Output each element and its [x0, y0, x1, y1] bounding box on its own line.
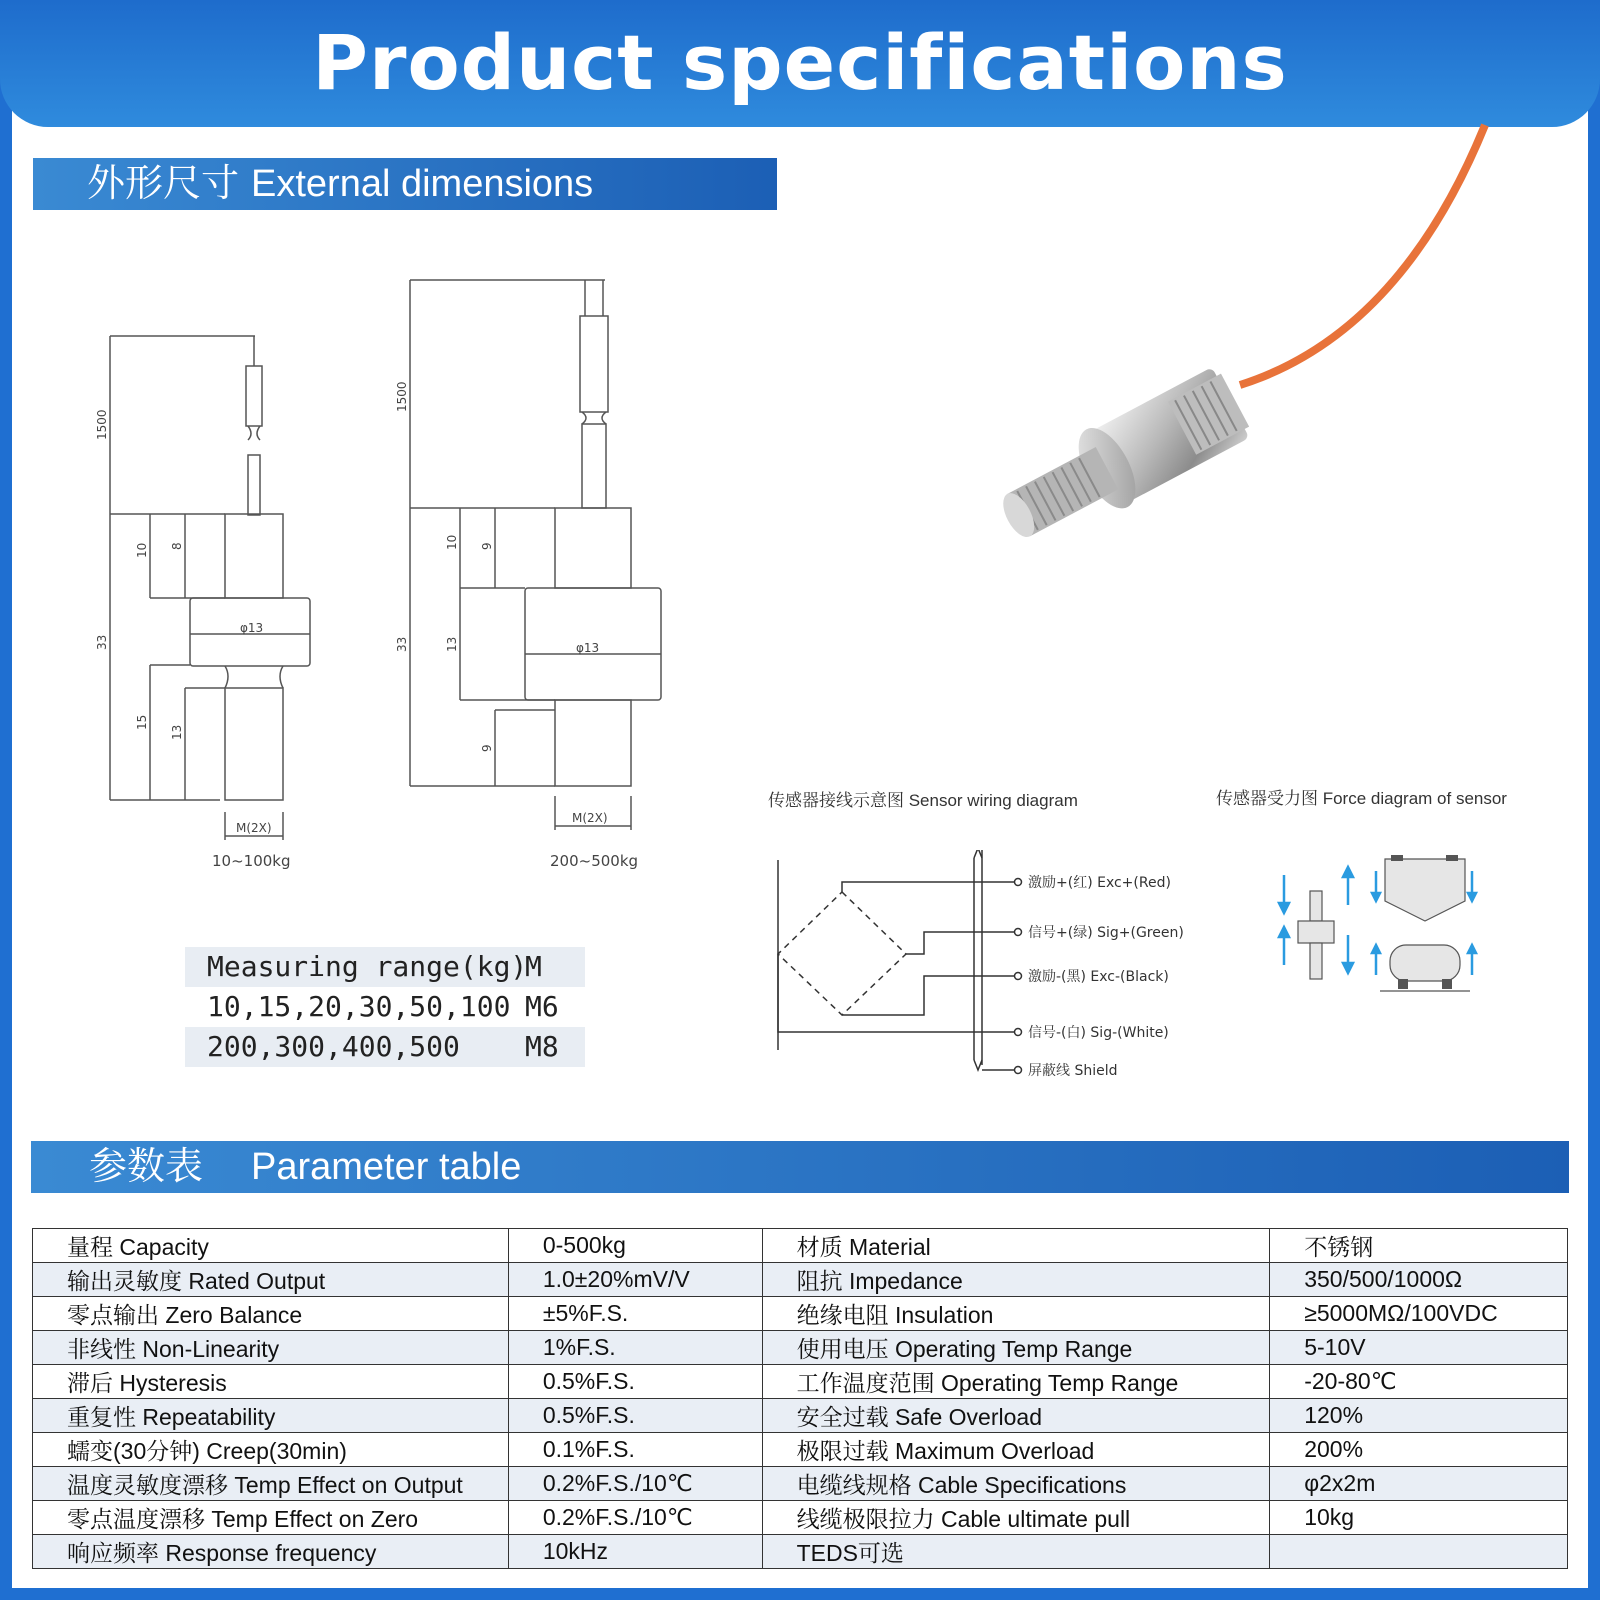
- param-value: ≥5000MΩ/100VDC: [1270, 1297, 1568, 1331]
- right-caption: 200~500kg: [550, 852, 639, 870]
- drawing-right: [410, 280, 661, 830]
- param-name: 线缆极限拉力 Cable ultimate pull: [762, 1501, 1270, 1535]
- left-dim-cable: 1500: [95, 409, 109, 440]
- left-dim-b: 8: [170, 542, 184, 550]
- param-name: 安全过载 Safe Overload: [762, 1399, 1270, 1433]
- param-value: ±5%F.S.: [508, 1297, 762, 1331]
- wire-label-sig-plus: 信号+(绿) Sig+(Green): [1028, 925, 1184, 941]
- param-value: 5-10V: [1270, 1331, 1568, 1365]
- right-dim-cable: 1500: [395, 381, 409, 412]
- range-header-range: Measuring range(kg): [207, 950, 528, 983]
- param-name: 工作温度范围 Operating Temp Range: [762, 1365, 1270, 1399]
- wiring-diagram: [770, 850, 1200, 1090]
- right-dim-c: 13: [445, 636, 459, 652]
- param-name: 输出灵敏度 Rated Output: [33, 1263, 509, 1297]
- page-title: Product specifications: [312, 18, 1288, 107]
- param-name: 阻抗 Impedance: [762, 1263, 1270, 1297]
- dimensions-section-en: External dimensions: [251, 163, 594, 205]
- param-value: φ2x2m: [1270, 1467, 1568, 1501]
- dimension-drawing: [70, 240, 710, 900]
- left-dim-d: 13: [170, 724, 184, 740]
- table-row: [33, 1433, 1568, 1467]
- parameter-section-en: Parameter table: [251, 1146, 522, 1188]
- wire-label-sig-minus: 信号-(白) Sig-(White): [1028, 1025, 1169, 1041]
- param-value: 1.0±20%mV/V: [508, 1263, 762, 1297]
- param-name: TEDS可选: [762, 1535, 1270, 1569]
- param-value: 0-500kg: [508, 1229, 762, 1263]
- dimensions-section-bar: [33, 158, 777, 210]
- range-thread: M6: [525, 990, 559, 1023]
- param-name: 非线性 Non-Linearity: [33, 1331, 509, 1365]
- range-row: [185, 1027, 585, 1067]
- right-diameter: φ13: [576, 641, 600, 655]
- param-name: 电缆线规格 Cable Specifications: [762, 1467, 1270, 1501]
- param-name: 零点温度漂移 Temp Effect on Zero: [33, 1501, 509, 1535]
- force-diagram: [1270, 855, 1490, 1015]
- param-value: 0.2%F.S./10℃: [508, 1501, 762, 1535]
- left-caption: 10~100kg: [212, 852, 291, 870]
- param-value: 1%F.S.: [508, 1331, 762, 1365]
- param-value: 0.2%F.S./10℃: [508, 1467, 762, 1501]
- title-banner: [0, 0, 1600, 127]
- param-value: 10kg: [1270, 1501, 1568, 1535]
- param-value: 120%: [1270, 1399, 1568, 1433]
- parameter-section-bar: [31, 1141, 1569, 1193]
- range-thread: M8: [525, 1030, 559, 1063]
- param-name: 响应频率 Response frequency: [33, 1535, 509, 1569]
- table-row: [33, 1467, 1568, 1501]
- wire-label-exc-minus: 激励-(黑) Exc-(Black): [1028, 969, 1169, 985]
- table-row: [33, 1229, 1568, 1263]
- wire-label-exc-plus: 激励+(红) Exc+(Red): [1028, 875, 1171, 891]
- range-header-row: [185, 947, 585, 987]
- param-name: 绝缘电阻 Insulation: [762, 1297, 1270, 1331]
- table-row: [33, 1331, 1568, 1365]
- wire-label-shield: 屏蔽线 Shield: [1028, 1063, 1118, 1079]
- left-thread: M(2X): [236, 821, 272, 835]
- param-value: 0.5%F.S.: [508, 1399, 762, 1433]
- dimensions-section-zh: 外形尺寸: [87, 163, 240, 205]
- range-values: 200,300,400,500: [207, 1030, 460, 1063]
- frame-bottom-border: [0, 1588, 1600, 1600]
- table-row: [33, 1263, 1568, 1297]
- parameter-table: [32, 1228, 1568, 1569]
- param-value: 350/500/1000Ω: [1270, 1263, 1568, 1297]
- param-name: 零点输出 Zero Balance: [33, 1297, 509, 1331]
- measuring-range-table: [185, 947, 585, 1067]
- param-value: [1270, 1535, 1568, 1569]
- table-row: [33, 1535, 1568, 1569]
- left-dim-a: 10: [135, 542, 149, 558]
- right-dim-b: 9: [480, 542, 494, 550]
- table-row: [33, 1399, 1568, 1433]
- force-diagram-title: 传感器受力图 Force diagram of sensor: [1216, 789, 1507, 808]
- right-dim-total: 33: [395, 636, 409, 652]
- drawing-left: [110, 336, 310, 840]
- param-name: 重复性 Repeatability: [33, 1399, 509, 1433]
- product-photo: [960, 120, 1600, 620]
- param-name: 蠕变(30分钟) Creep(30min): [33, 1433, 509, 1467]
- param-name: 量程 Capacity: [33, 1229, 509, 1263]
- table-row: [33, 1297, 1568, 1331]
- table-row: [33, 1501, 1568, 1535]
- left-dim-c: 15: [135, 714, 149, 730]
- table-row: [33, 1365, 1568, 1399]
- range-header-m: M: [525, 950, 542, 983]
- left-dim-total: 33: [95, 634, 109, 650]
- right-dim-a: 10: [445, 534, 459, 550]
- param-value: -20-80℃: [1270, 1365, 1568, 1399]
- param-name: 使用电压 Operating Temp Range: [762, 1331, 1270, 1365]
- param-name: 温度灵敏度漂移 Temp Effect on Output: [33, 1467, 509, 1501]
- param-value: 10kHz: [508, 1535, 762, 1569]
- parameter-section-zh: 参数表: [89, 1146, 204, 1188]
- range-row: [185, 987, 585, 1027]
- param-value: 0.5%F.S.: [508, 1365, 762, 1399]
- param-name: 材质 Material: [762, 1229, 1270, 1263]
- left-diameter: φ13: [240, 621, 264, 635]
- range-values: 10,15,20,30,50,100: [207, 990, 511, 1023]
- param-value: 200%: [1270, 1433, 1568, 1467]
- param-value: 0.1%F.S.: [508, 1433, 762, 1467]
- param-value: 不锈钢: [1270, 1229, 1568, 1263]
- right-thread: M(2X): [572, 811, 608, 825]
- frame-left-border: [0, 0, 12, 1600]
- param-name: 滞后 Hysteresis: [33, 1365, 509, 1399]
- param-name: 极限过载 Maximum Overload: [762, 1433, 1270, 1467]
- wiring-diagram-title: 传感器接线示意图 Sensor wiring diagram: [768, 791, 1078, 810]
- right-dim-d: 9: [480, 744, 494, 752]
